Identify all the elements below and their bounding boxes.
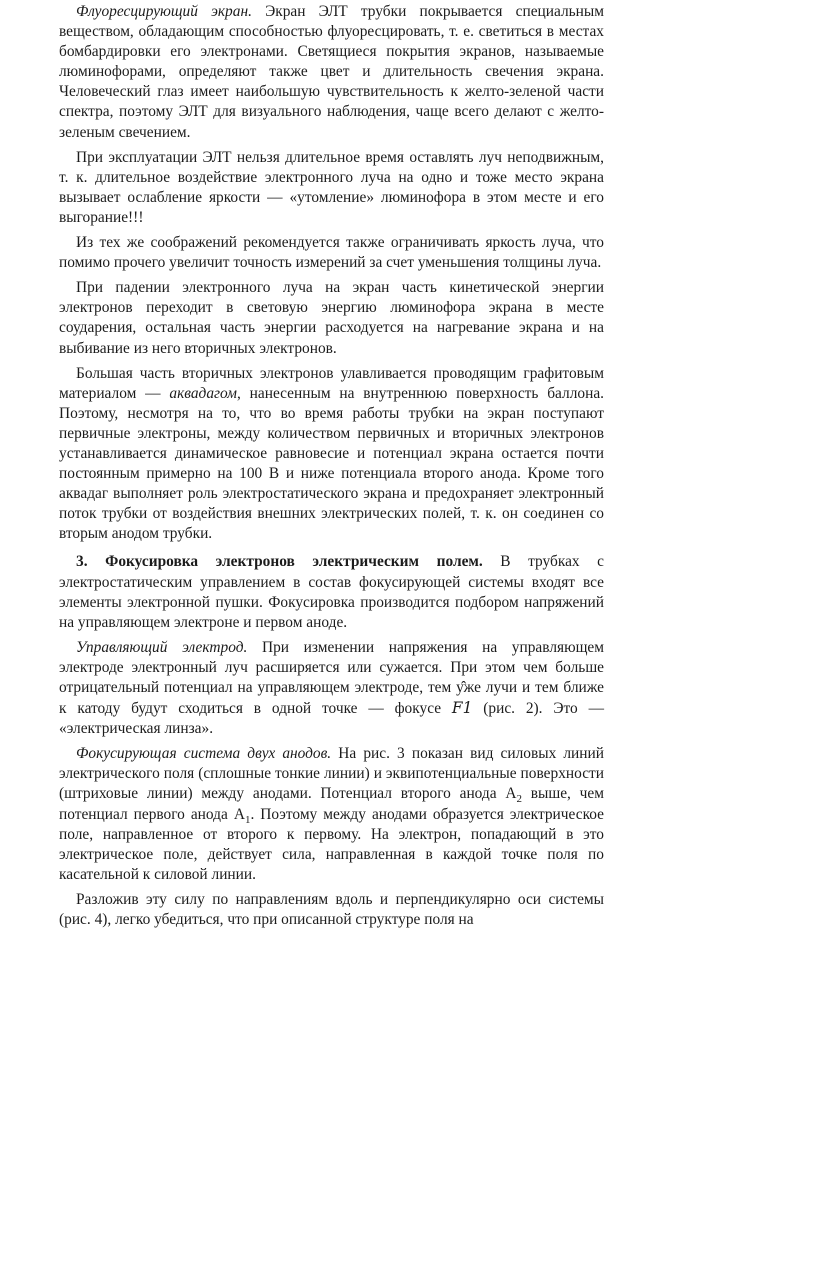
paragraph-operation-warning <box>59 148 604 228</box>
paragraph-text: , нанесенным на внутреннюю поверхность баллона. Поэтому, несмотря на то, что во время работы трубки на экран поступают первичные электроны, между количеством первичных и вторичных электронов устанавливается динамическое равновесие и потенциал экрана остается почти постоянным примерно на 100 В и ниже потенциала второго анода. Кроме того аквадаг выполняет роль электростатического экрана и предохраняет электронный поток трубки от воздействия внешних электрических полей, т. к. он соединен со вторым анодом трубки. <box>59 384 604 543</box>
paragraph-text: При изменении напряжения на управляющем электроде электронный луч расширяется или сужается. При этом чем больше отрицательный потенциал на управляющем электроде, тем у̂же лучи и тем ближе к катоду будут сходиться в одной точке — фокусе <box>59 638 604 718</box>
paragraph-lead: Флуоресцирующий экран. <box>76 3 252 20</box>
paragraph-text: . Поэтому между анодами образуется электрическое поле, направленное от второго к первому. На электрон, попадающий в это электрическое поле, действует сила, направленная в каждой точке поля по касательной к силовой линии. <box>59 805 604 883</box>
paragraph-brightness <box>59 233 604 273</box>
section-heading: 3. Фокусировка электронов электрическим полем. <box>76 553 483 571</box>
paragraph-text: Большая часть вторичных электронов улавливается проводящим графитовым материалом — <box>59 364 604 402</box>
anode-symbol: A <box>505 785 517 803</box>
paragraph-secondary-electrons <box>59 364 604 545</box>
paragraph-text: При падении электронного луча на экран часть кинетической энергии электронов переходит в световую энергию люминофора экрана в месте соударения, остальная часть энергии расходуется на нагревание экрана и на выбивание из него вторичных электронов. <box>59 279 604 357</box>
paragraph-force-decomposition <box>59 890 604 930</box>
paragraph-control-electrode <box>59 638 604 739</box>
math-anode-1 <box>233 805 251 826</box>
document-page <box>59 2 604 935</box>
paragraph-text: Разложив эту силу по направлениям вдоль и перпендикулярно оси системы (рис. 4), легко убедиться, что при описанной структуре поля на <box>59 890 604 929</box>
paragraph-section-3 <box>59 552 604 632</box>
anode-symbol: A <box>233 805 245 823</box>
math-focus: F1 <box>451 699 473 718</box>
paragraph-two-anodes <box>59 744 604 885</box>
paragraph-text: (рис. 2). Это — «электрическая линза». <box>59 700 604 738</box>
paragraph-fluorescent-screen <box>59 2 604 143</box>
anode-index: 2 <box>516 793 522 806</box>
paragraph-text: При эксплуатации ЭЛТ нельзя длительное время оставлять луч неподвижным, т. к. длительное воздействие электронного луча на одно и тоже место экрана вызывает ослабление яркости — «утомление» люминофора в этом месте и его выгорание!!! <box>59 148 604 226</box>
paragraph-lead: Фокусирующая система двух анодов. <box>76 745 332 763</box>
math-anode-2 <box>505 785 522 806</box>
anode-index: 1 <box>244 813 251 826</box>
paragraph-text: Из тех же соображений рекомендуется также ограничивать яркость луча, что помимо прочего увеличит точность измерений за счет уменьшения толщины луча. <box>59 234 604 272</box>
paragraph-lead: Управляющий электрод. <box>76 638 248 656</box>
paragraph-text: Экран ЭЛТ трубки покрывается специальным веществом, обладающим способностью флуоресцировать, т. е. светиться в местах бомбардировки его электронами. Светящиеся покрытия экранов, называемые люминофорами, определяют также цвет и длительность свечения экрана. Человеческий глаз имеет наибольшую чувствительность к желто-зеленой части спектра, поэтому ЭЛТ для визуального наблюдения, чаще всего делают с желто-зеленым свечением. <box>59 3 604 141</box>
paragraph-text: На рис. 3 показан вид силовых линий электрического поля (сплошные тонкие линии) и эквипотенциальные поверхности (штриховые линии) между анодами. Потенциал второго анода <box>59 745 604 803</box>
paragraph-text: выше, чем потенциал первого анода <box>59 785 604 823</box>
term-aquadag: аквадагом <box>169 384 237 402</box>
paragraph-text: В трубках с электростатическим управлением в состав фокусирующей системы входят все элементы электронной пушки. Фокусировка производится подбором напряжений на управляющем электроне и первом аноде. <box>59 553 605 631</box>
paragraph-energy <box>59 278 604 358</box>
